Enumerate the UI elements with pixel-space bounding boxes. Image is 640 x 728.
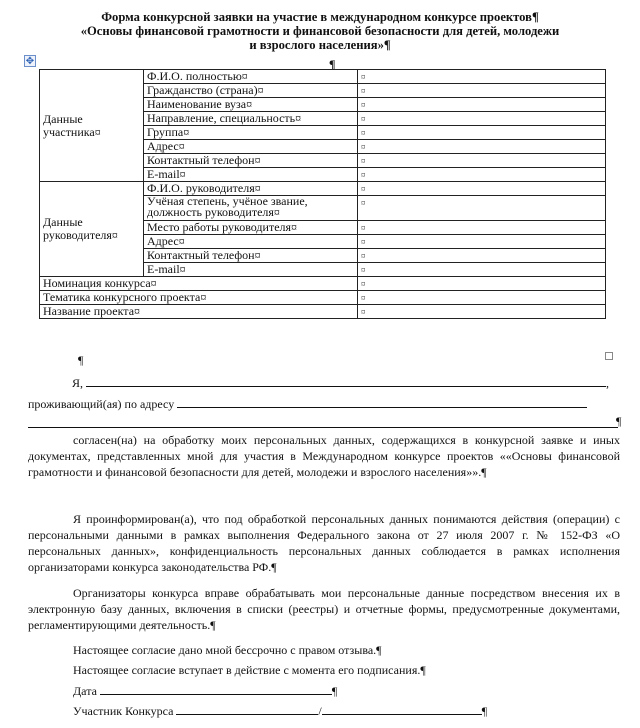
participant-field-value[interactable] <box>358 168 606 182</box>
pilcrow-mark: ¶ <box>481 704 488 718</box>
cell-mark: ¤ <box>361 72 366 82</box>
participant-field-value[interactable] <box>358 84 606 98</box>
signature-blank-field[interactable] <box>176 703 318 715</box>
table-row <box>40 182 606 196</box>
cell-mark: ¤ <box>361 251 366 261</box>
cell-mark: ¤ <box>361 100 366 110</box>
participant-field-value[interactable] <box>358 112 606 126</box>
date-blank-field[interactable] <box>100 683 332 695</box>
participant-field-value[interactable] <box>358 140 606 154</box>
supervisor-field-value[interactable] <box>358 196 606 221</box>
supervisor-group-label: Данные руководителя¤ <box>40 182 144 277</box>
project-name-value[interactable] <box>358 305 606 319</box>
cell-mark: ¤ <box>361 86 366 96</box>
participant-field-value[interactable] <box>358 98 606 112</box>
pilcrow-mark: ¶ <box>329 57 336 71</box>
cell-mark: ¤ <box>361 170 366 180</box>
pilcrow-mark: ¶ <box>78 353 84 367</box>
table-row <box>40 291 606 305</box>
supervisor-field-label: Место работы руководителя¤ <box>144 221 358 235</box>
consent-line-2: Настоящее согласие вступает в действие с момента его подписания.¶ <box>73 663 426 677</box>
table-resize-handle[interactable] <box>605 352 613 360</box>
project-topic-value[interactable] <box>358 291 606 305</box>
cell-mark: ¤ <box>361 279 366 289</box>
cell-mark: ¤ <box>361 156 366 166</box>
consent-paragraph-1: согласен(на) на обработку моих персональных данных, содержащихся в конкурсной заявке и иных документах, представленных мной для участия в Международном конкурсе проектов ««Основы финансовой грамотности и финансовой безопасности для детей, молодежи и взрослого населения»».¶ <box>28 433 620 479</box>
cell-mark: ¤ <box>361 114 366 124</box>
participant-field-value[interactable] <box>358 126 606 140</box>
title-line-2: «Основы финансовой грамотности и финансовой безопасности для детей, молодежи <box>80 24 560 38</box>
table-move-handle-icon[interactable]: ✥ <box>25 56 35 67</box>
cell-mark: ¤ <box>361 142 366 152</box>
supervisor-field-label: E-mail¤ <box>144 263 358 277</box>
participant-field-label: Наименование вуза¤ <box>144 98 358 112</box>
supervisor-field-value[interactable] <box>358 263 606 277</box>
participant-signature-line <box>73 703 487 718</box>
pilcrow-mark: ¶ <box>331 684 338 698</box>
supervisor-field-label: Ф.И.О. руководителя¤ <box>144 182 358 196</box>
consent-paragraph-3: Организаторы конкурса вправе обрабатывать мои персональные данные посредством внесения их в электронную базу данных, включения в списки (реестры) и отчетные формы, предусмотренные документами, регламентирующими деятельность.¶ <box>28 586 620 632</box>
date-label: Дата <box>73 684 97 698</box>
participant-field-label: Направление, специальность¤ <box>144 112 358 126</box>
participant-field-label: E-mail¤ <box>144 168 358 182</box>
slash-separator: / <box>318 704 322 718</box>
address-continuation-field[interactable] <box>28 427 618 428</box>
consent-i-label: Я, <box>72 376 84 390</box>
supervisor-field-value[interactable] <box>358 235 606 249</box>
application-form-table <box>39 69 606 319</box>
consent-i-end: , <box>606 376 610 390</box>
table-row <box>40 70 606 84</box>
address-blank-field[interactable] <box>177 396 587 408</box>
cell-mark: ¤ <box>361 184 366 194</box>
consent-line-1: Настоящее согласие дано мной бессрочно с правом отзыва.¶ <box>73 643 382 657</box>
name-blank-field[interactable] <box>86 375 606 387</box>
pilcrow-mark: ¶ <box>616 414 622 428</box>
supervisor-field-value[interactable] <box>358 249 606 263</box>
cell-mark: ¤ <box>361 223 366 233</box>
document-title <box>20 10 620 52</box>
cell-mark: ¤ <box>361 265 366 275</box>
participant-field-label: Адрес¤ <box>144 140 358 154</box>
consent-name-line <box>72 375 609 390</box>
participant-group-label: Данные участника¤ <box>40 70 144 182</box>
cell-mark: ¤ <box>361 128 366 138</box>
participant-field-value[interactable] <box>358 154 606 168</box>
cell-mark: ¤ <box>361 307 366 317</box>
supervisor-field-label: Учёная степень, учёное звание, должность руководителя¤ <box>144 196 358 221</box>
nomination-label: Номинация конкурса¤ <box>40 277 358 291</box>
participant-field-label: Гражданство (страна)¤ <box>144 84 358 98</box>
date-line <box>73 683 337 698</box>
address-label: проживающий(ая) по адресу <box>28 397 175 411</box>
supervisor-field-label: Контактный телефон¤ <box>144 249 358 263</box>
nomination-value[interactable] <box>358 277 606 291</box>
table-row <box>40 305 606 319</box>
project-topic-label: Тематика конкурсного проекта¤ <box>40 291 358 305</box>
supervisor-field-value[interactable] <box>358 221 606 235</box>
project-name-label: Название проекта¤ <box>40 305 358 319</box>
participant-field-label: Ф.И.О. полностью¤ <box>144 70 358 84</box>
signature-name-blank-field[interactable] <box>322 703 482 715</box>
consent-address-line <box>28 396 587 411</box>
participant-field-label: Контактный телефон¤ <box>144 154 358 168</box>
consent-paragraph-2: Я проинформирован(а), что под обработкой персональных данных понимаются действия (операции) с персональными данными в рамках выполнения Федерального закона от 27 июля 2007 г. № 152-ФЗ «О персональных данных», конфиденциальность персональных данных соблюдается в рамках исполнения организаторами конкурса законодательства РФ.¶ <box>28 512 620 574</box>
title-line-3: и взрослого населения»¶ <box>249 38 391 52</box>
supervisor-field-label: Адрес¤ <box>144 235 358 249</box>
supervisor-field-value[interactable] <box>358 182 606 196</box>
participant-field-label: Группа¤ <box>144 126 358 140</box>
cell-mark: ¤ <box>361 293 366 303</box>
participant-field-value[interactable] <box>358 70 606 84</box>
cell-mark: ¤ <box>361 237 366 247</box>
participant-label: Участник Конкурса <box>73 704 174 718</box>
title-line-1: Форма конкурсной заявки на участие в международном конкурсе проектов¶ <box>101 10 539 24</box>
table-row <box>40 277 606 291</box>
cell-mark: ¤ <box>361 198 366 208</box>
